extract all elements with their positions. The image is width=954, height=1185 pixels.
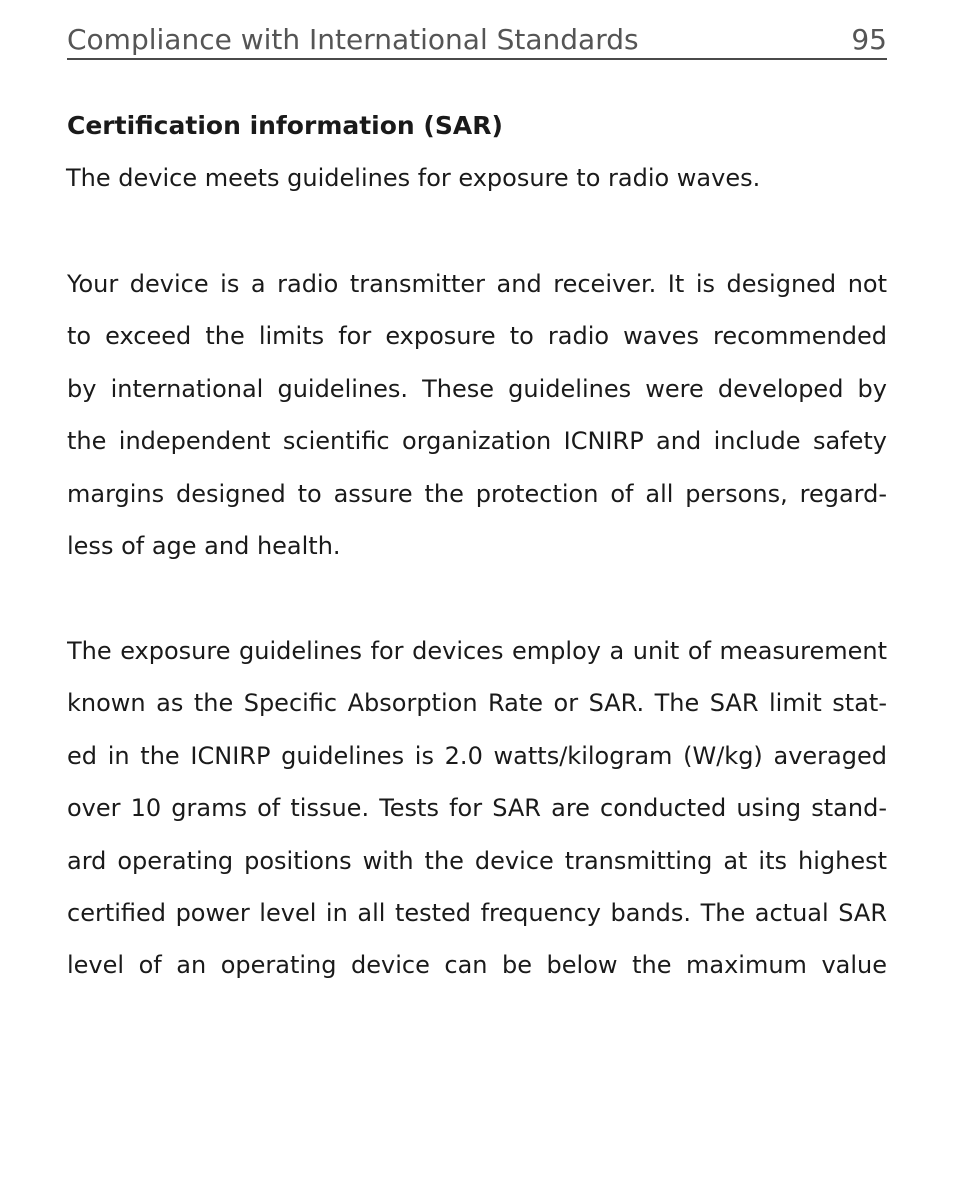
paragraph-sar-guidelines xyxy=(67,625,887,992)
paragraph-line: over 10 grams of tissue. Tests for SAR are conducted using stand- xyxy=(67,794,887,823)
paragraph-line: the independent scientific organization ICNIRP and include safety xyxy=(67,427,887,456)
paragraph-line: margins designed to assure the protection of all persons, regard- xyxy=(67,479,887,508)
header-title: Compliance with International Standards xyxy=(67,23,639,56)
paragraph-line: ard operating positions with the device transmitting at its highest xyxy=(67,846,887,875)
paragraph-line: known as the Specific Absorption Rate or SAR. The SAR limit stat- xyxy=(67,689,887,718)
paragraph-line: less of age and health. xyxy=(67,532,341,561)
page-header xyxy=(67,20,887,60)
paragraph-line: certified power level in all tested frequency bands. The actual SAR xyxy=(67,899,887,928)
paragraph-line: level of an operating device can be below the maximum value xyxy=(67,951,887,980)
intro-paragraph: The device meets guidelines for exposure to radio waves. xyxy=(66,164,761,192)
section-title: Certification information (SAR) xyxy=(67,111,503,140)
page-number: 95 xyxy=(851,23,887,56)
paragraph-line: ed in the ICNIRP guidelines is 2.0 watts/kilogram (W/kg) averaged xyxy=(67,741,887,770)
paragraph-line: by international guidelines. These guidelines were developed by xyxy=(67,374,887,403)
paragraph-line: to exceed the limits for exposure to radio waves recommended xyxy=(67,322,887,351)
paragraph-line: The exposure guidelines for devices employ a unit of measurement xyxy=(67,637,887,665)
paragraph-radio-transmitter xyxy=(67,258,887,572)
paragraph-line: Your device is a radio transmitter and receiver. It is designed not xyxy=(67,270,887,298)
